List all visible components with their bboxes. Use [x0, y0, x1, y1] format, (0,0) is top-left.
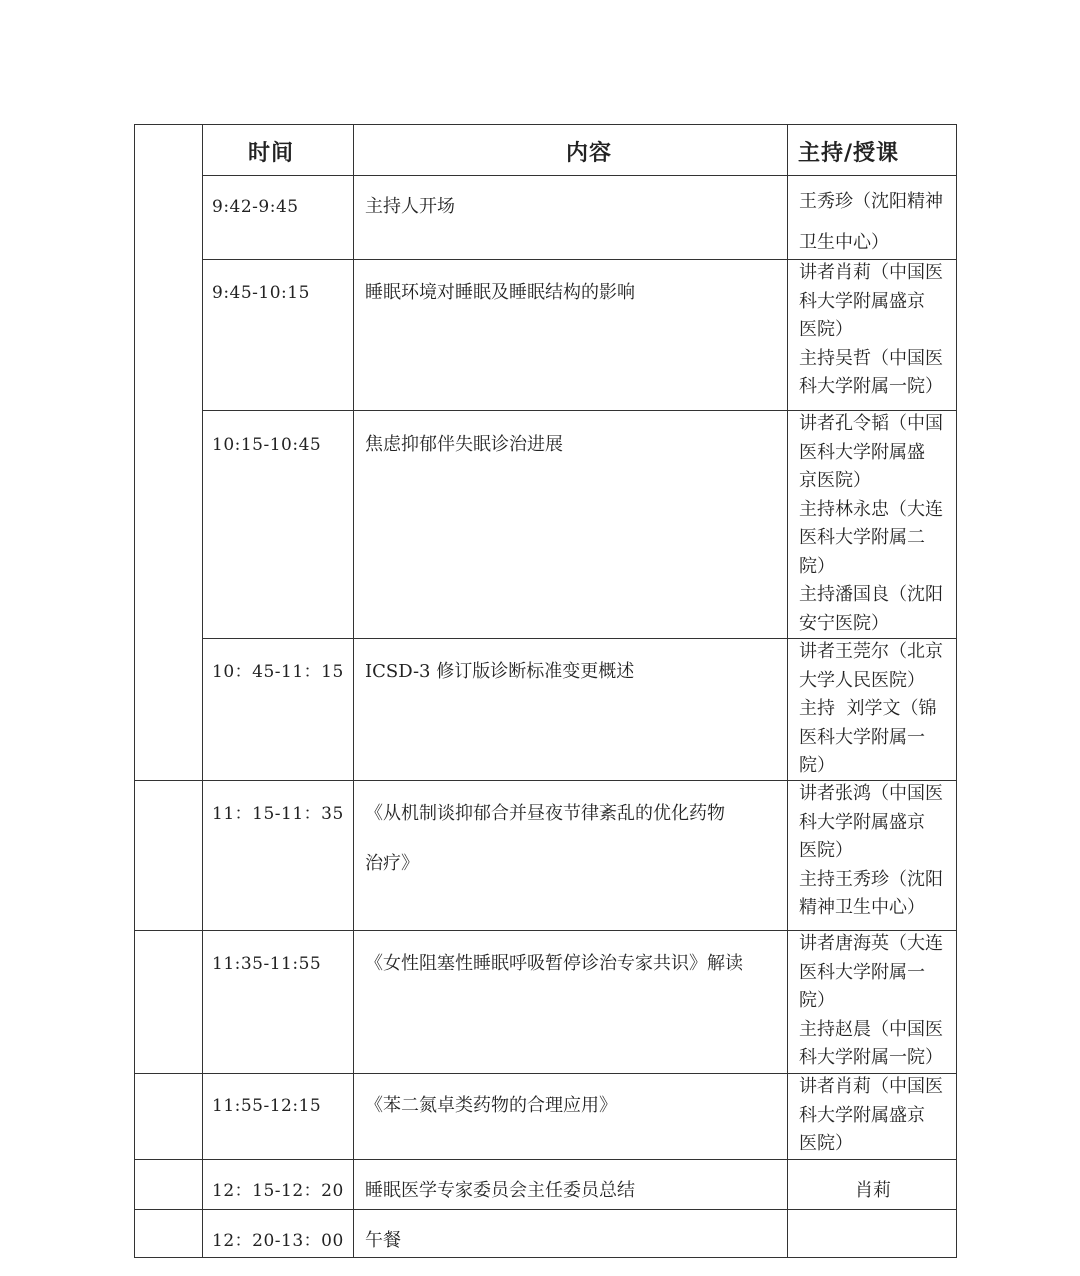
row-time: 12：20-13：00	[212, 1231, 344, 1251]
row-content: 睡眠医学专家委员会主任委员总结	[365, 1180, 635, 1201]
header-host: 主持/授课	[798, 141, 900, 166]
row-host: 讲者王莞尔（北京 大学人民医院） 主持 刘学文（锦 医科大学附属一 院）	[799, 641, 943, 776]
row-host: 讲者张鸿（中国医 科大学附属盛京 医院） 主持王秀珍（沈阳 精神卫生中心）	[799, 783, 943, 918]
header-content: 内容	[566, 141, 613, 166]
row-time: 9:42-9:45	[212, 197, 299, 217]
row-host: 讲者孔令韬（中国 医科大学附属盛 京医院） 主持林永忠（大连 医科大学附属二 院） 主持潘国良（沈阳 安宁医院）	[799, 413, 943, 634]
row-host: 讲者唐海英（大连 医科大学附属一 院） 主持赵晨（中国医 科大学附属一院）	[799, 933, 943, 1068]
row-divider	[134, 1159, 957, 1160]
header-time: 时间	[248, 141, 295, 166]
row-content: 《女性阻塞性睡眠呼吸暂停诊治专家共识》解读	[365, 953, 743, 974]
row-content: ICSD-3 修订版诊断标准变更概述	[365, 661, 635, 682]
table-border-left	[134, 124, 135, 1258]
table-border-top	[134, 124, 957, 125]
row-time: 11:35-11:55	[212, 954, 322, 974]
table-border-bottom	[134, 1257, 957, 1258]
row-host: 讲者肖莉（中国医 科大学附属盛京 医院） 主持吴哲（中国医 科大学附属一院）	[799, 262, 943, 397]
row-content: 睡眠环境对睡眠及睡眠结构的影响	[365, 282, 635, 303]
row-host: 讲者肖莉（中国医 科大学附属盛京 医院）	[799, 1076, 943, 1154]
row-content: 《从机制谈抑郁合并昼夜节律紊乱的优化药物 治疗》	[365, 803, 725, 874]
row-host: 肖莉	[855, 1180, 891, 1201]
row-content: 午餐	[365, 1230, 401, 1251]
row-divider	[202, 175, 957, 176]
row-content: 《苯二氮卓类药物的合理应用》	[365, 1095, 617, 1116]
column-divider	[353, 124, 354, 1258]
column-divider	[787, 124, 788, 1258]
row-time: 10:15-10:45	[212, 435, 322, 455]
row-time: 11:55-12:15	[212, 1096, 322, 1116]
row-time: 12：15-12：20	[212, 1181, 344, 1201]
row-divider	[134, 1209, 957, 1210]
row-host: 王秀珍（沈阳精神 卫生中心）	[799, 191, 943, 253]
row-time: 11：15-11：35	[212, 804, 344, 824]
column-divider	[202, 124, 203, 1258]
row-time: 9:45-10:15	[212, 283, 310, 303]
row-content: 焦虑抑郁伴失眠诊治进展	[365, 434, 563, 455]
row-time: 10：45-11：15	[212, 662, 344, 682]
row-content: 主持人开场	[365, 196, 455, 217]
